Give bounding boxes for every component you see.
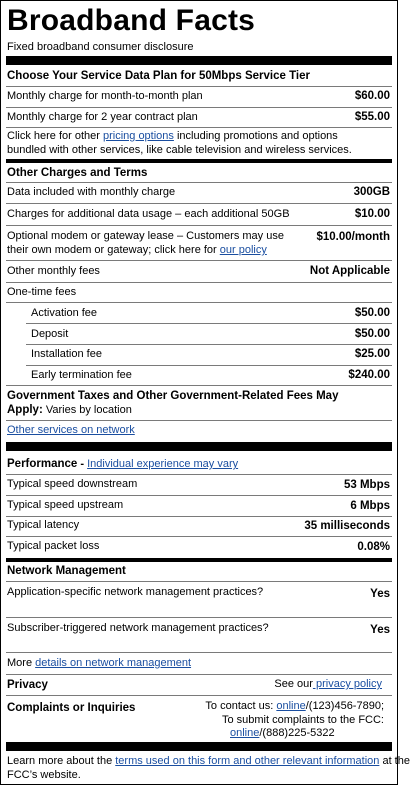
label-inner — [6, 1, 410, 784]
monthly-charge-label: Monthly charge for month-to-month plan — [7, 90, 203, 102]
modem-lease-value: $10.00/month — [316, 231, 390, 243]
modem-lease-label: Optional modem or gateway lease – Customers may use — [7, 230, 284, 242]
divider-bar — [6, 742, 392, 751]
divider — [6, 182, 392, 183]
divider — [6, 581, 392, 582]
monthly-charge-value: $60.00 — [354, 90, 390, 102]
divider-bar — [6, 56, 392, 65]
label-title: Broadband Facts — [7, 4, 256, 37]
divider — [6, 282, 392, 283]
taxes-heading: Government Taxes and Other Government-Related Fees May — [7, 390, 339, 402]
divider — [26, 323, 392, 324]
divider — [6, 86, 392, 87]
downstream-label: Typical speed downstream — [7, 478, 138, 490]
other-services-link[interactable]: Other services on network — [7, 424, 135, 436]
divider — [6, 474, 392, 475]
performance-heading: Performance — [7, 458, 78, 470]
divider — [6, 225, 392, 226]
divider — [6, 260, 392, 261]
fcc-contact-row — [230, 727, 335, 740]
divider — [6, 516, 392, 517]
footer-text — [7, 755, 410, 768]
contract-charge-label: Monthly charge for 2 year contract plan — [7, 111, 198, 123]
additional-data-value: $10.00 — [354, 208, 390, 220]
footer-post-text: at the — [379, 755, 410, 767]
other-monthly-fees-value: Not Applicable — [309, 265, 390, 277]
privacy-policy-link[interactable]: privacy policy — [312, 678, 382, 690]
latency-label: Typical latency — [7, 519, 80, 531]
divider — [6, 127, 392, 128]
privacy-policy-row — [274, 678, 382, 691]
contact-phone: /(123)456-7890; — [305, 700, 384, 712]
contact-row — [205, 700, 384, 713]
taxes-apply — [7, 404, 132, 417]
upstream-value: 6 Mbps — [350, 500, 390, 512]
pricing-post-text: including promotions and options — [173, 130, 338, 142]
pricing-options-text-line2: bundled with other services, like cable television and wireless services. — [7, 144, 352, 156]
taxes-apply-value: Varies by location — [42, 404, 132, 416]
terms-link[interactable]: terms used on this form and other relevant information — [115, 755, 380, 767]
installation-fee-value: $25.00 — [354, 348, 390, 360]
divider — [26, 365, 392, 366]
app-specific-value: Yes — [370, 588, 390, 600]
modem-policy-pre-text: their own modem or gateway; click here for — [7, 244, 220, 256]
network-details-link[interactable]: details on network management — [35, 657, 192, 669]
data-included-value: 300GB — [353, 186, 390, 198]
subscriber-triggered-label: Subscriber-triggered network management practices? — [7, 622, 269, 634]
activation-fee-value: $50.00 — [354, 307, 390, 319]
packet-loss-label: Typical packet loss — [7, 540, 100, 552]
label-subtitle: Fixed broadband consumer disclosure — [7, 41, 194, 53]
privacy-pre-text: See our — [274, 678, 313, 690]
app-specific-label: Application-specific network management practices? — [7, 586, 264, 598]
early-termination-value: $240.00 — [348, 369, 390, 381]
fcc-complaint-text: To submit complaints to the FCC: — [221, 714, 384, 726]
fcc-online-link[interactable]: online — [230, 727, 260, 739]
taxes-apply-label: Apply: — [7, 404, 43, 416]
divider — [6, 385, 392, 386]
subscriber-triggered-value: Yes — [370, 624, 390, 636]
pricing-pre-text: Click here for other — [7, 130, 103, 142]
installation-fee-label: Installation fee — [31, 348, 102, 360]
pricing-options-text — [7, 130, 338, 143]
activation-fee-label: Activation fee — [31, 307, 98, 319]
footer-pre-text: Learn more about the — [7, 755, 116, 767]
network-management-heading: Network Management — [7, 565, 126, 577]
divider — [6, 107, 392, 108]
performance-dash: - — [77, 458, 88, 470]
early-termination-label: Early termination fee — [31, 369, 132, 381]
pricing-options-link[interactable]: pricing options — [102, 130, 174, 142]
footer-text-line2: FCC’s website. — [7, 769, 81, 781]
divider-bar — [6, 558, 392, 562]
network-details-row — [7, 657, 191, 670]
other-charges-heading: Other Charges and Terms — [7, 167, 148, 179]
contract-charge-value: $55.00 — [354, 111, 390, 123]
divider — [6, 420, 392, 421]
other-monthly-fees-label: Other monthly fees — [7, 265, 100, 277]
data-included-label: Data included with monthly charge — [7, 186, 176, 198]
upstream-label: Typical speed upstream — [7, 499, 124, 511]
one-time-fees-label: One-time fees — [7, 286, 77, 298]
divider — [6, 617, 392, 618]
divider — [6, 302, 392, 303]
divider — [26, 344, 392, 345]
network-details-pre-text: More — [7, 657, 36, 669]
divider — [6, 203, 392, 204]
divider-bar — [6, 442, 392, 451]
plan-heading: Choose Your Service Data Plan for 50Mbps Service Tier — [7, 70, 310, 82]
performance-heading-row — [7, 458, 238, 471]
individual-experience-link[interactable]: Individual experience may vary — [87, 458, 239, 470]
divider-bar — [6, 159, 392, 163]
divider — [6, 695, 392, 696]
deposit-value: $50.00 — [354, 328, 390, 340]
deposit-label: Deposit — [31, 328, 69, 340]
other-services-link-row — [7, 424, 135, 437]
contact-online-link[interactable]: online — [276, 700, 306, 712]
downstream-value: 53 Mbps — [343, 479, 390, 491]
fcc-phone: /(888)225-5322 — [259, 727, 335, 739]
additional-data-label: Charges for additional data usage – each additional 50GB — [7, 208, 290, 220]
modem-policy-link[interactable]: our policy — [219, 244, 267, 256]
divider — [6, 495, 392, 496]
complaints-heading: Complaints or Inquiries — [7, 702, 136, 714]
divider — [6, 652, 392, 653]
contact-pre-text: To contact us: — [205, 700, 277, 712]
divider — [6, 536, 392, 537]
divider — [6, 674, 392, 675]
privacy-heading: Privacy — [7, 679, 48, 691]
latency-value: 35 milliseconds — [304, 520, 390, 532]
modem-lease-label-line2 — [7, 244, 267, 257]
packet-loss-value: 0.08% — [357, 541, 390, 553]
